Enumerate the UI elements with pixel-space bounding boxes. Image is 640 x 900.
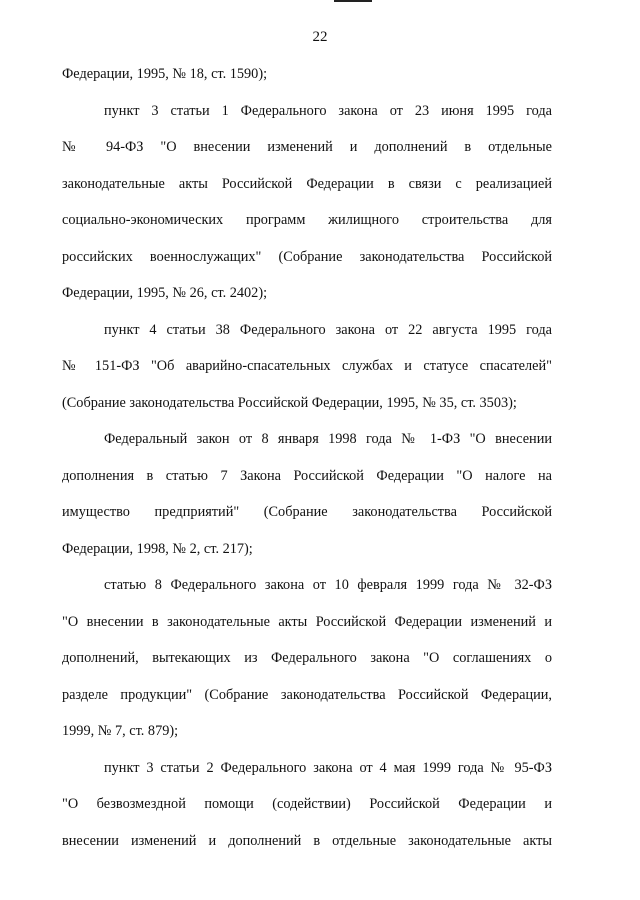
text-line: Федерации, 1995, № 26, ст. 2402); <box>62 285 268 301</box>
text-line: имущество предприятий" (Собрание законодательства Российской <box>62 504 552 520</box>
text-line: статью 8 Федерального закона от 10 февраля 1999 года № 32-ФЗ <box>104 577 552 593</box>
page-number: 22 <box>312 29 328 45</box>
text-line: "О внесении в законодательные акты Российской Федерации изменений и <box>62 613 552 630</box>
document-body <box>62 60 552 863</box>
text-line: 1999, № 7, ст. 879); <box>62 723 179 739</box>
text-line: дополнений, вытекающих из Федерального закона "О соглашениях о <box>62 650 552 666</box>
text-line: законодательные акты Российской Федерации в связи с реализацией <box>62 175 552 192</box>
text-line: пункт 3 статьи 2 Федерального закона от 4 мая 1999 года № 95-ФЗ <box>104 759 552 776</box>
top-edge-mark <box>334 0 372 2</box>
text-line: пункт 4 статьи 38 Федерального закона от 22 августа 1995 года <box>104 321 552 338</box>
text-line: российских военнослужащих" (Собрание законодательства Российской <box>62 248 552 265</box>
text-line: № 151-ФЗ "Об аварийно-спасательных службах и статусе спасателей" <box>62 358 552 374</box>
text-line: дополнения в статью 7 Закона Российской Федерации "О налоге на <box>62 467 552 484</box>
text-line: № 94-ФЗ "О внесении изменений и дополнений в отдельные <box>62 139 552 155</box>
text-line: Федеральный закон от 8 января 1998 года № 1-ФЗ "О внесении <box>104 431 552 447</box>
text-line: пункт 3 статьи 1 Федерального закона от 23 июня 1995 года <box>104 102 552 119</box>
text-line: (Собрание законодательства Российской Федерации, 1995, № 35, ст. 3503); <box>62 394 517 411</box>
text-line: Федерации, 1998, № 2, ст. 217); <box>62 540 253 557</box>
text-line: разделе продукции" (Собрание законодательства Российской Федерации, <box>62 686 552 703</box>
text-line: "О безвозмездной помощи (содействии) Российской Федерации и <box>62 796 552 812</box>
text-line: Федерации, 1995, № 18, ст. 1590); <box>62 66 268 82</box>
text-line: социально-экономических программ жилищного строительства для <box>62 212 552 228</box>
text-line: внесении изменений и дополнений в отдельные законодательные акты <box>62 832 552 849</box>
